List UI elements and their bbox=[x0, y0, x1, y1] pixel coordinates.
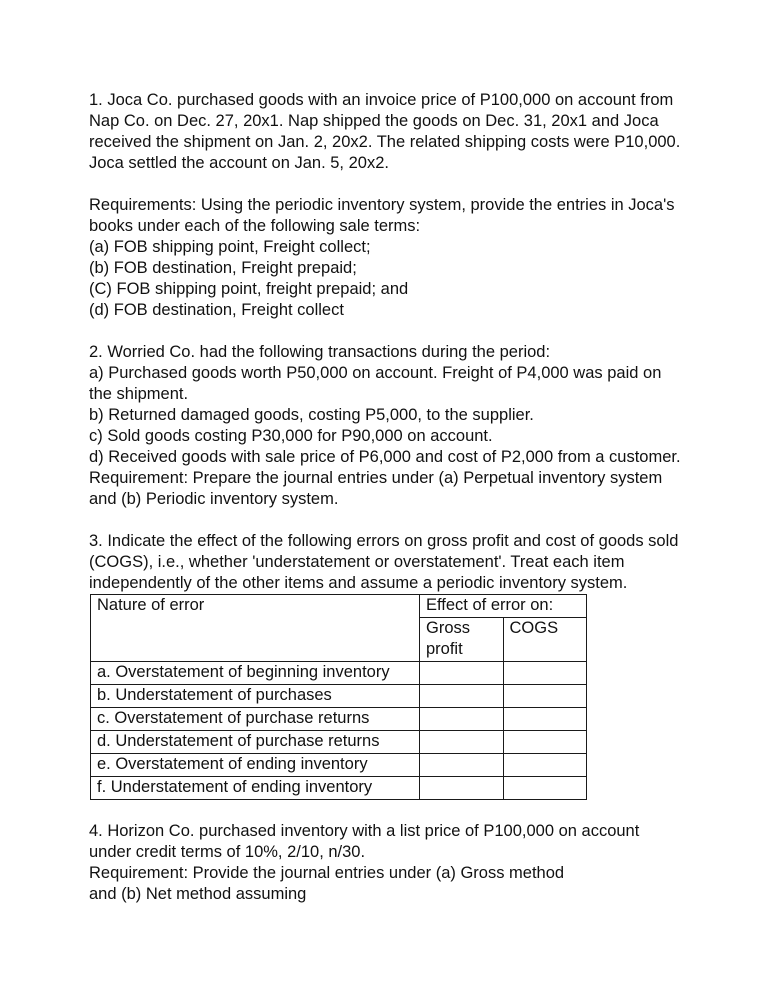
cell-cogs-answer[interactable] bbox=[503, 708, 587, 731]
table-bottom-spacer bbox=[89, 800, 681, 821]
table-row bbox=[91, 777, 587, 800]
problem-2-transaction-d: d) Received goods with sale price of P6,000 and cost of P2,000 from a customer. bbox=[89, 448, 681, 466]
problem-2-transaction-c: c) Sold goods costing P30,000 for P90,000 on account. bbox=[89, 427, 493, 445]
cell-nature-of-error: e. Overstatement of ending inventory bbox=[91, 754, 420, 777]
problem-2-transaction-a: a) Purchased goods worth P50,000 on account. Freight of P4,000 was paid on the shipment. bbox=[89, 364, 662, 403]
cell-gross-profit-answer[interactable] bbox=[420, 731, 504, 754]
problem-1-requirements bbox=[89, 195, 681, 321]
table-row bbox=[91, 708, 587, 731]
problem-1-term-d: (d) FOB destination, Freight collect bbox=[89, 301, 344, 319]
cell-gross-profit-answer[interactable] bbox=[420, 708, 504, 731]
column-header-gross-profit: Gross profit bbox=[420, 618, 504, 662]
problem-4-requirement-line-1: Requirement: Provide the journal entries under (a) Gross method bbox=[89, 864, 565, 882]
cell-cogs-answer[interactable] bbox=[503, 685, 587, 708]
cell-cogs-answer[interactable] bbox=[503, 754, 587, 777]
cell-nature-of-error: b. Understatement of purchases bbox=[91, 685, 420, 708]
cell-nature-of-error: f. Understatement of ending inventory bbox=[91, 777, 420, 800]
cell-cogs-answer[interactable] bbox=[503, 731, 587, 754]
problem-4 bbox=[89, 821, 681, 905]
error-effects-table-body bbox=[91, 662, 587, 800]
problem-3-intro: 3. Indicate the effect of the following errors on gross profit and cost of goods sold (COGS), i.e., whether 'understatement or overstatement'. Treat each item independently of the other items and assume a periodic inventory system. bbox=[89, 532, 679, 592]
table-row bbox=[91, 731, 587, 754]
problem-1-statement bbox=[89, 90, 681, 174]
column-header-nature-of-error: Nature of error bbox=[91, 595, 420, 662]
column-header-cogs: COGS bbox=[503, 618, 587, 662]
problem-4-intro: 4. Horizon Co. purchased inventory with a list price of P100,000 on account under credit terms of 10%, 2/10, n/30. bbox=[89, 822, 640, 861]
problem-1-term-c: (C) FOB shipping point, freight prepaid; and bbox=[89, 280, 409, 298]
table-row bbox=[91, 685, 587, 708]
table-row bbox=[91, 662, 587, 685]
table-header-row-1 bbox=[91, 595, 587, 618]
column-header-effect-of-error-on: Effect of error on: bbox=[420, 595, 587, 618]
cell-gross-profit-answer[interactable] bbox=[420, 754, 504, 777]
problem-1-requirements-intro: Requirements: Using the periodic inventory system, provide the entries in Joca's books under each of the following sale terms: bbox=[89, 196, 675, 235]
problem-1-term-a: (a) FOB shipping point, Freight collect; bbox=[89, 238, 371, 256]
problem-2-transaction-b: b) Returned damaged goods, costing P5,000, to the supplier. bbox=[89, 406, 534, 424]
cell-cogs-answer[interactable] bbox=[503, 662, 587, 685]
problem-4-requirement-line-2: and (b) Net method assuming bbox=[89, 885, 307, 903]
problem-2-intro: 2. Worried Co. had the following transactions during the period: bbox=[89, 343, 551, 361]
document-body bbox=[89, 90, 681, 926]
problem-3-intro-block bbox=[89, 531, 681, 594]
cell-gross-profit-answer[interactable] bbox=[420, 777, 504, 800]
problem-2 bbox=[89, 342, 681, 510]
error-effects-table bbox=[90, 594, 587, 800]
problem-1-term-b: (b) FOB destination, Freight prepaid; bbox=[89, 259, 357, 277]
problem-2-requirement: Requirement: Prepare the journal entries under (a) Perpetual inventory system and (b) Periodic inventory system. bbox=[89, 469, 663, 508]
cell-gross-profit-answer[interactable] bbox=[420, 685, 504, 708]
table-row bbox=[91, 754, 587, 777]
problem-1-text: 1. Joca Co. purchased goods with an invoice price of P100,000 on account from Nap Co. on Dec. 27, 20x1. Nap shipped the goods on Dec. 31, 20x1 and Joca received the shipment on Jan. 2, 20x2. The related shipping costs were P10,000. Joca settled the account on Jan. 5, 20x2. bbox=[89, 91, 681, 172]
cell-nature-of-error: a. Overstatement of beginning inventory bbox=[91, 662, 420, 685]
error-effects-table-head bbox=[91, 595, 587, 662]
cell-nature-of-error: c. Overstatement of purchase returns bbox=[91, 708, 420, 731]
cell-gross-profit-answer[interactable] bbox=[420, 662, 504, 685]
cell-nature-of-error: d. Understatement of purchase returns bbox=[91, 731, 420, 754]
cell-cogs-answer[interactable] bbox=[503, 777, 587, 800]
